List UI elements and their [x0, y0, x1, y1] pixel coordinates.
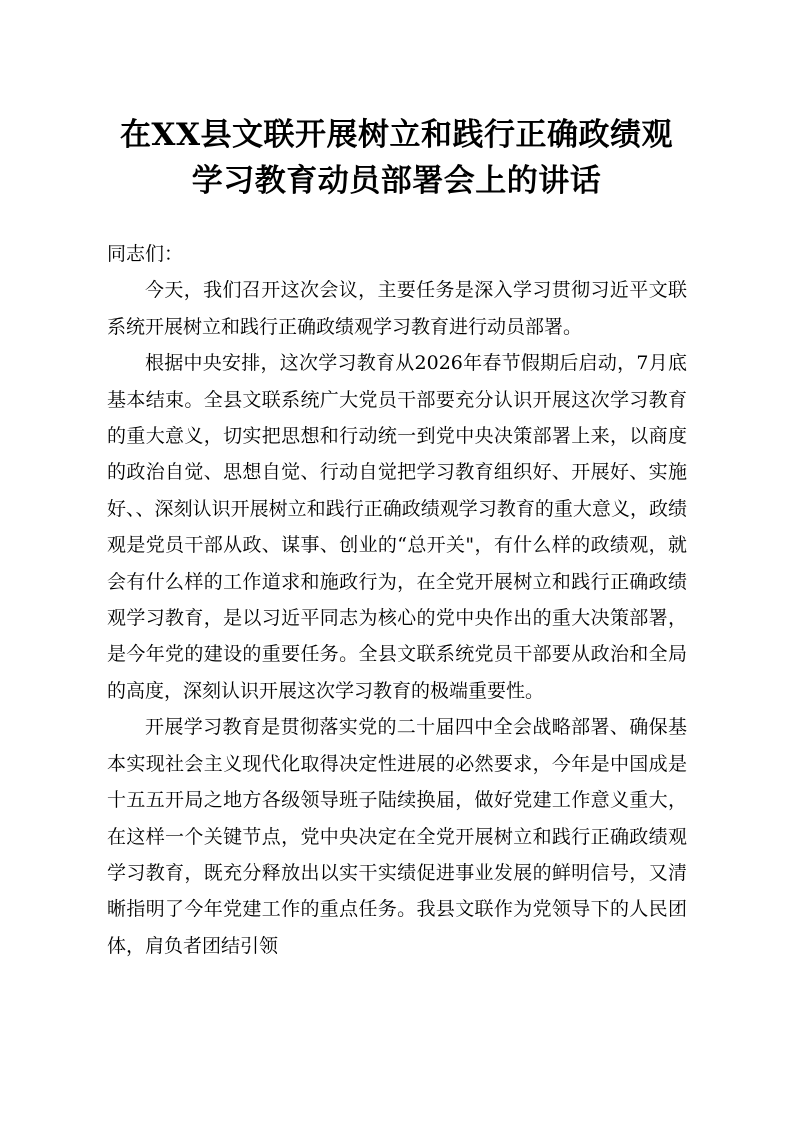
title-line-2: 学习教育动员部署会上的讲话 [191, 163, 602, 199]
salutation: 同志们： [107, 243, 184, 265]
paragraph-2: 根据中央安排，这次学习教育从2026年春节假期后启动，7月底基本结束。全县文联系统广大党员干部要充分认识开展这次学习教育的重大意义，切实把思想和行动统一到党中央决策部署上来，以商度的政治自觉、思想自觉、行动自觉把学习教育组织好、开展好、实施好、、深刻认识开展树立和践行正确政绩观学习教育的重大意义，政绩观是党员干部从政、谋事、创业的“总开关"，有什么样的政绩观，就会有什么样的工作道求和施政行为，在全党开展树立和践行正确政绩观学习教育，是以习近平同志为核心的党中央作出的重大决策部署，是今年党的建设的重要任务。全县文联系统党员干部要从政治和全局的高度，深刻认识开展这次学习教育的极端重要性。 [107, 352, 687, 702]
document-title [80, 112, 713, 204]
document-body [107, 236, 687, 964]
title-line-1: 在XX县文联开展树立和践行正确政绩观 [119, 117, 674, 153]
paragraph-3: 开展学习教育是贯彻落实党的二十届四中全会战略部署、确保基本实现社会主义现代化取得决定性进展的必然要求，今年是中国成是十五五开局之地方各级领导班子陆续换届，做好党建工作意义重大，在这样一个关键节点，党中央决定在全党开展树立和践行正确政绩观学习教育，既充分释放出以实干实绩促进事业发展的鲜明信号，又清晰指明了今年党建工作的重点任务。我县文联作为党领导下的人民团体，肩负者团结引领 [107, 716, 687, 957]
paragraph-1: 今天，我们召开这次会议，主要任务是深入学习贯彻习近平文联系统开展树立和践行正确政绩观学习教育进行动员部署。 [107, 279, 687, 338]
